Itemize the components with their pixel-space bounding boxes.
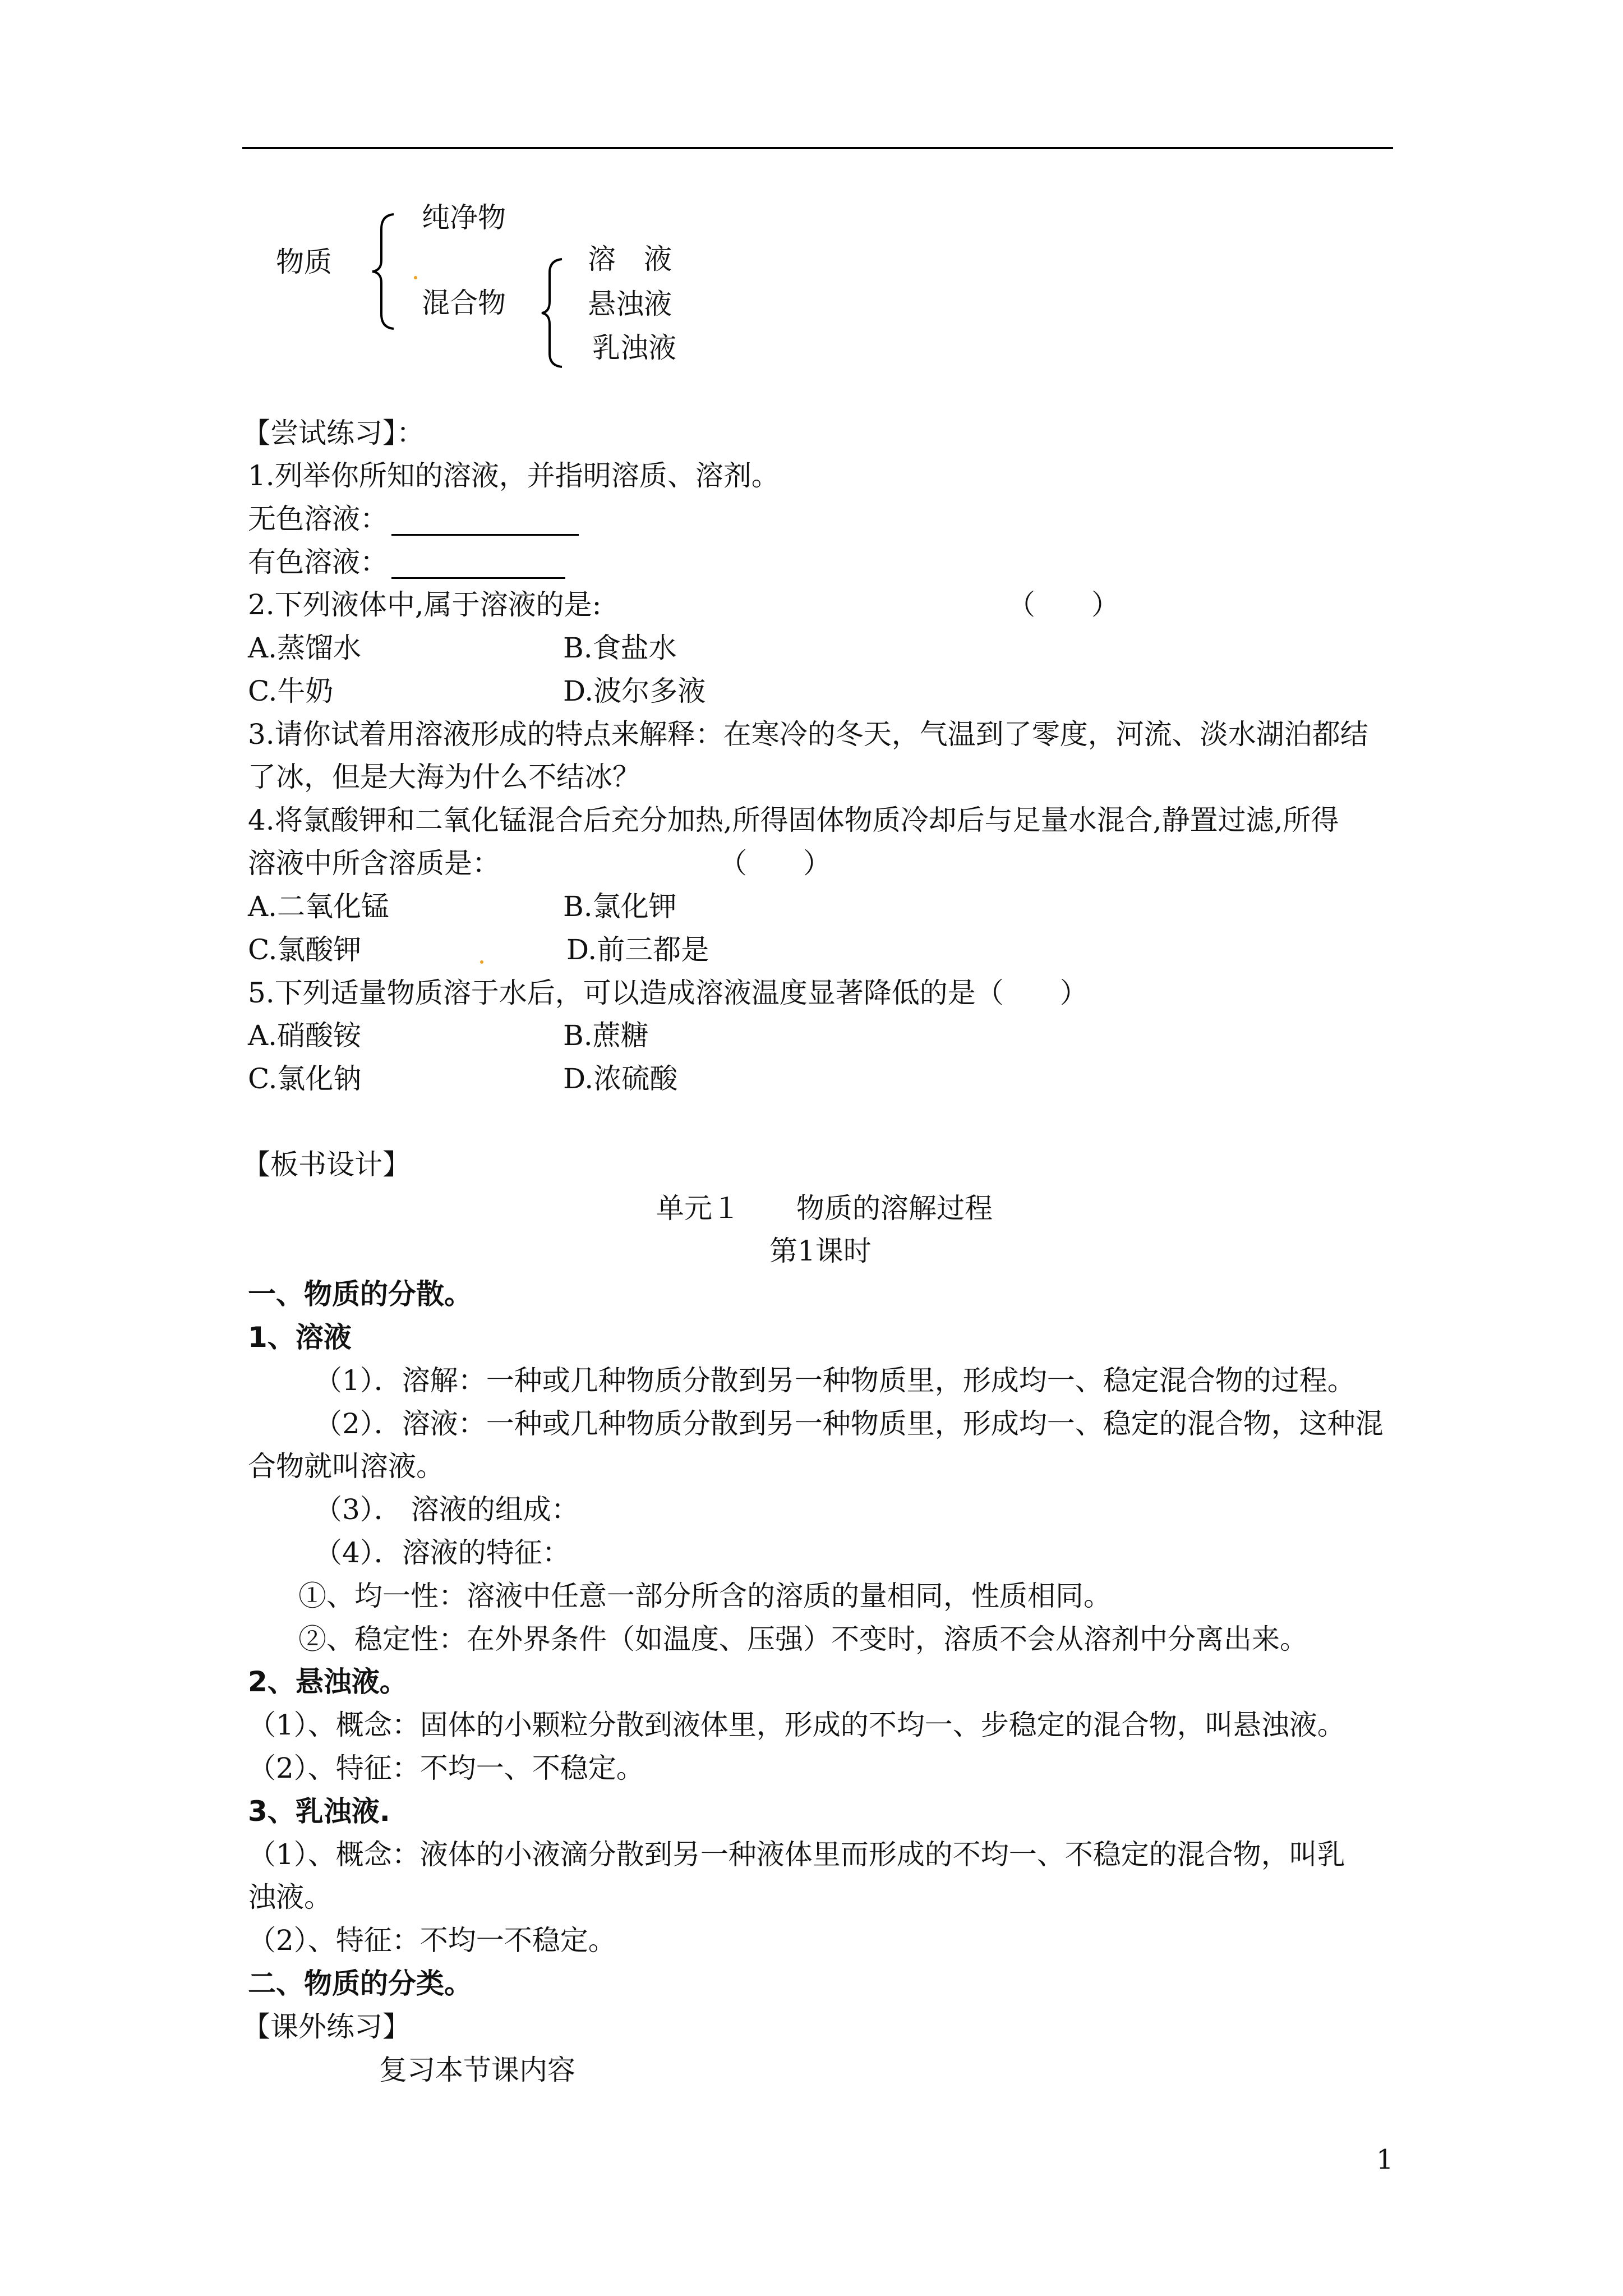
tree-pure: 纯净物 <box>422 201 506 234</box>
practice-heading: 【尝试练习】： <box>242 417 425 449</box>
question-4-line2: 溶液中所含溶质是： <box>248 847 500 880</box>
subsection-solution: 1、溶液 <box>248 1321 352 1354</box>
q4-option-b[interactable]: B.氯化钾 <box>563 890 677 923</box>
point-composition: （3）． 溶液的组成： <box>314 1493 579 1526</box>
question-3-line1: 3.请你试着用溶液形成的特点来解释：在寒冷的冬天，气温到了零度，河流、淡水湖泊都结 <box>248 718 1368 751</box>
question-1: 1.列举你所知的溶液，并指明溶质、溶剂。 <box>248 459 780 492</box>
emulsion-concept-line2: 浊液。 <box>248 1881 332 1913</box>
q4-option-a[interactable]: A.二氧化锰 <box>248 890 390 923</box>
emulsion-feature: （2）、特征：不均一不稳定。 <box>248 1924 616 1957</box>
board-heading: 【板书设计】 <box>242 1148 411 1181</box>
section-2-heading: 二、物质的分类。 <box>248 1967 472 2000</box>
left-brace-icon <box>370 212 398 331</box>
left-brace-icon <box>540 257 565 369</box>
tree-emulsion: 乳浊液 <box>592 332 676 364</box>
point-features: （4）．溶液的特征： <box>314 1536 570 1569</box>
q4-answer-paren[interactable]: （ ） <box>719 847 831 880</box>
subsection-suspension: 2、悬浊液。 <box>248 1665 408 1698</box>
q1-colored: 有色溶液： <box>248 545 565 579</box>
q1-colorless: 无色溶液： <box>248 502 579 536</box>
point-dissolve: （1）．溶解：一种或几种物质分散到另一种物质里，形成均一、稳定混合物的过程。 <box>314 1364 1355 1397</box>
suspension-feature: （2）、特征：不均一、不稳定。 <box>248 1752 644 1784</box>
emulsion-concept-line1: （1）、概念：液体的小液滴分散到另一种液体里而形成的不均一、不稳定的混合物，叫乳 <box>248 1838 1345 1871</box>
q2-option-a[interactable]: A.蒸馏水 <box>248 632 362 664</box>
tree-solution: 溶 液 <box>588 243 672 275</box>
homework-text: 复习本节课内容 <box>379 2054 575 2086</box>
board-lesson: 第1课时 <box>769 1235 872 1267</box>
question-4-line1: 4.将氯酸钾和二氧化锰混合后充分加热,所得固体物质冷却后与足量水混合,静置过滤,所得 <box>248 804 1339 836</box>
q2-option-d[interactable]: D.波尔多液 <box>563 675 706 707</box>
q2-answer-paren[interactable]: （ ） <box>1007 588 1119 621</box>
board-title: 单元１ 物质的溶解过程 <box>656 1192 993 1225</box>
section-1-heading: 一、物质的分散。 <box>248 1278 472 1310</box>
q5-option-d[interactable]: D.浓硫酸 <box>563 1062 678 1095</box>
answer-blank[interactable] <box>391 506 579 536</box>
feature-stable: ②、稳定性：在外界条件（如温度、压强）不变时，溶质不会从溶剂中分离出来。 <box>298 1623 1308 1655</box>
tree-mixture: 混合物 <box>422 287 506 319</box>
homework-heading: 【课外练习】 <box>242 2010 411 2043</box>
header-rule <box>242 147 1393 149</box>
tree-root: 物质 <box>276 246 332 278</box>
q5-option-b[interactable]: B.蔗糖 <box>563 1019 649 1052</box>
q2-option-c[interactable]: C.牛奶 <box>248 675 334 707</box>
q5-option-a[interactable]: A.硝酸铵 <box>248 1019 362 1052</box>
question-3-line2: 了冰，但是大海为什么不结冰？ <box>248 761 640 793</box>
tree-suspension: 悬浊液 <box>588 288 672 320</box>
decorative-dot <box>414 276 417 279</box>
q5-option-c[interactable]: C.氯化钠 <box>248 1062 362 1095</box>
decorative-dot <box>480 960 483 964</box>
feature-uniform: ①、均一性：溶液中任意一部分所含的溶质的量相同，性质相同。 <box>298 1580 1112 1612</box>
question-2: 2.下列液体中,属于溶液的是: <box>248 588 602 621</box>
subsection-emulsion: 3、乳浊液. <box>248 1795 390 1828</box>
q4-option-c[interactable]: C.氯酸钾 <box>248 933 362 966</box>
answer-blank[interactable] <box>391 549 565 579</box>
point-solution-line2: 合物就叫溶液。 <box>248 1450 444 1483</box>
page-number: 1 <box>1376 2144 1394 2175</box>
q2-option-b[interactable]: B.食盐水 <box>563 632 677 664</box>
question-5: 5.下列适量物质溶于水后，可以造成溶液温度显著降低的是（ ） <box>248 977 1088 1009</box>
q4-option-d[interactable]: D.前三都是 <box>566 933 709 966</box>
point-solution-line1: （2）．溶液：一种或几种物质分散到另一种物质里，形成均一、稳定的混合物，这种混 <box>314 1407 1384 1440</box>
suspension-concept: （1）、概念：固体的小颗粒分散到液体里，形成的不均一、步稳定的混合物，叫悬浊液。 <box>248 1709 1345 1741</box>
